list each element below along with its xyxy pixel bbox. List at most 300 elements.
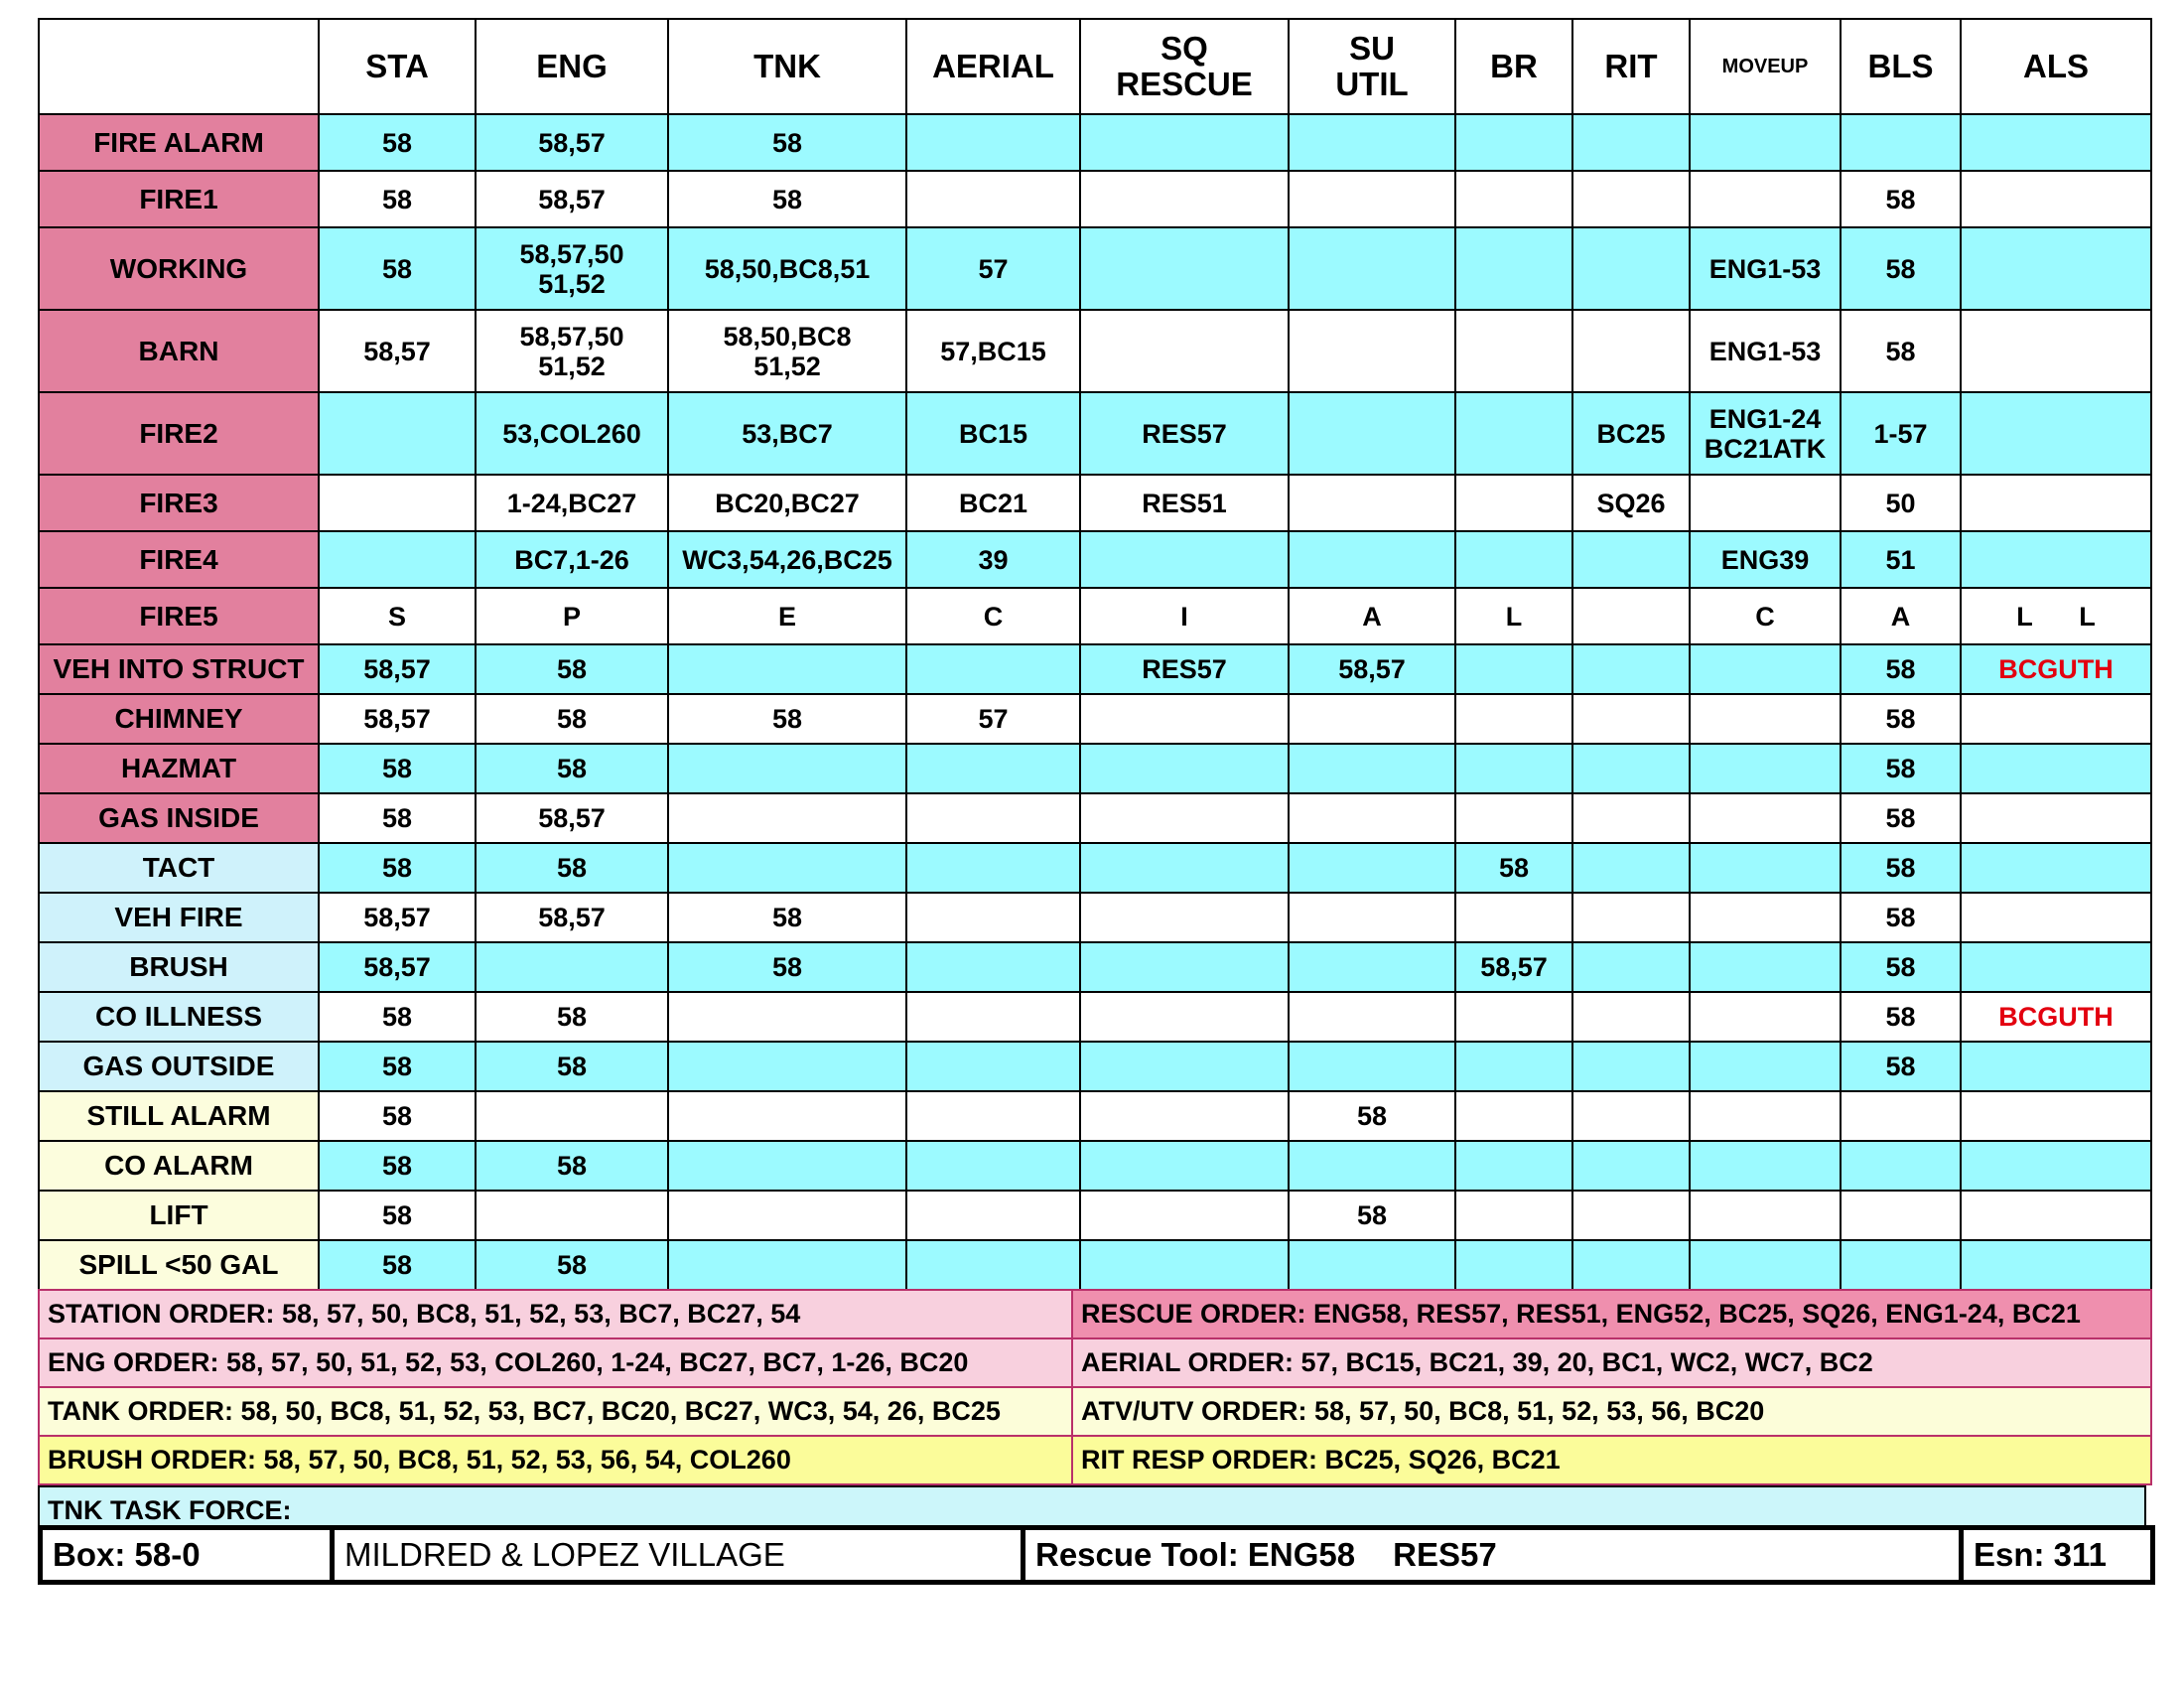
table-cell — [1289, 1141, 1455, 1191]
table-row — [39, 114, 2151, 171]
table-cell: 58 — [319, 1141, 476, 1191]
table-cell — [1690, 1240, 1841, 1290]
table-cell: SQ26 — [1572, 475, 1690, 531]
column-header: RIT — [1572, 19, 1690, 114]
table-cell — [1289, 1240, 1455, 1290]
table-cell: 58 — [1289, 1191, 1455, 1240]
table-cell — [1455, 1191, 1572, 1240]
table-cell — [1572, 171, 1690, 227]
table-cell — [906, 744, 1080, 793]
order-row — [39, 1387, 2151, 1436]
row-label: VEH INTO STRUCT — [39, 644, 319, 694]
table-cell: 58,57,50 51,52 — [476, 227, 668, 310]
location-name: MILDRED & LOPEZ VILLAGE — [333, 1528, 1024, 1583]
table-cell — [1080, 171, 1289, 227]
table-cell: 58 — [319, 1240, 476, 1290]
table-cell — [906, 171, 1080, 227]
als-letter: L — [2079, 601, 2096, 632]
table-cell — [1961, 1191, 2151, 1240]
table-cell — [668, 793, 906, 843]
table-cell: A — [1841, 588, 1961, 644]
table-cell: L — [1455, 588, 1572, 644]
table-cell — [1690, 1141, 1841, 1191]
table-cell — [1961, 1042, 2151, 1091]
table-cell — [906, 843, 1080, 893]
table-cell — [1289, 694, 1455, 744]
table-cell: 58,50,BC8 51,52 — [668, 310, 906, 392]
table-cell — [1961, 942, 2151, 992]
table-cell: 58 — [476, 1141, 668, 1191]
row-label: FIRE3 — [39, 475, 319, 531]
table-cell: BCGUTH — [1961, 644, 2151, 694]
table-cell — [1080, 694, 1289, 744]
table-cell — [1455, 475, 1572, 531]
table-cell: 58 — [1841, 992, 1961, 1042]
table-cell — [1961, 475, 2151, 531]
table-cell — [1690, 942, 1841, 992]
table-cell — [1572, 1042, 1690, 1091]
table-row — [39, 694, 2151, 744]
als-letter: L — [2016, 601, 2033, 632]
table-cell — [1289, 114, 1455, 171]
table-cell: 58,57 — [319, 694, 476, 744]
row-label: FIRE1 — [39, 171, 319, 227]
table-cell: A — [1289, 588, 1455, 644]
table-cell: 58 — [668, 942, 906, 992]
table-cell — [668, 1141, 906, 1191]
table-cell — [906, 942, 1080, 992]
table-cell: 58 — [1841, 893, 1961, 942]
table-cell — [668, 744, 906, 793]
table-cell — [1455, 1042, 1572, 1091]
table-cell — [476, 942, 668, 992]
rescue-tool — [1024, 1528, 1962, 1583]
table-cell — [1690, 171, 1841, 227]
table-cell: 58 — [668, 171, 906, 227]
table-cell: ENG1-24 BC21ATK — [1690, 392, 1841, 475]
column-header: AERIAL — [906, 19, 1080, 114]
table-cell: S — [319, 588, 476, 644]
table-cell — [1961, 227, 2151, 310]
table-row — [39, 1042, 2151, 1091]
row-label: FIRE4 — [39, 531, 319, 588]
table-cell — [319, 475, 476, 531]
table-cell — [1289, 843, 1455, 893]
table-cell — [1572, 644, 1690, 694]
table-cell — [906, 114, 1080, 171]
box-number: Box: 58-0 — [41, 1528, 333, 1583]
table-cell: 58 — [319, 843, 476, 893]
row-label: GAS OUTSIDE — [39, 1042, 319, 1091]
table-cell: 58 — [476, 1042, 668, 1091]
order-row — [39, 1290, 2151, 1338]
table-cell — [668, 1091, 906, 1141]
column-header: ALS — [1961, 19, 2151, 114]
table-cell: 58,57 — [319, 310, 476, 392]
order-right: RIT RESP ORDER: BC25, SQ26, BC21 — [1072, 1436, 2151, 1484]
table-cell — [1572, 310, 1690, 392]
table-cell — [1455, 171, 1572, 227]
table-row — [39, 588, 2151, 644]
table-cell — [319, 392, 476, 475]
table-cell — [1289, 744, 1455, 793]
table-cell — [1690, 992, 1841, 1042]
table-row — [39, 475, 2151, 531]
order-left: STATION ORDER: 58, 57, 50, BC8, 51, 52, 53, BC7, BC27, 54 — [39, 1290, 1072, 1338]
table-cell — [906, 1091, 1080, 1141]
table-cell — [1455, 1091, 1572, 1141]
table-cell — [668, 1191, 906, 1240]
rescue-tool-second: RES57 — [1393, 1536, 1497, 1573]
row-label: FIRE5 — [39, 588, 319, 644]
table-cell — [1080, 992, 1289, 1042]
table-row — [39, 171, 2151, 227]
esn-number: Esn: 311 — [1962, 1528, 2153, 1583]
table-row — [39, 744, 2151, 793]
table-cell — [1080, 744, 1289, 793]
table-cell — [1961, 310, 2151, 392]
table-cell — [1080, 942, 1289, 992]
table-cell — [1690, 694, 1841, 744]
column-header: BR — [1455, 19, 1572, 114]
row-label: VEH FIRE — [39, 893, 319, 942]
table-cell: 58 — [476, 843, 668, 893]
table-cell: BC7,1-26 — [476, 531, 668, 588]
table-cell — [1080, 793, 1289, 843]
table-cell — [476, 1191, 668, 1240]
table-row — [39, 1141, 2151, 1191]
table-cell: 58 — [476, 694, 668, 744]
order-left: TANK ORDER: 58, 50, BC8, 51, 52, 53, BC7, BC20, BC27, WC3, 54, 26, BC25 — [39, 1387, 1072, 1436]
table-cell — [668, 644, 906, 694]
table-cell — [1289, 992, 1455, 1042]
table-cell — [1455, 1141, 1572, 1191]
table-cell — [1572, 893, 1690, 942]
table-row — [39, 1191, 2151, 1240]
table-cell: 58,57 — [319, 644, 476, 694]
table-cell: 57 — [906, 227, 1080, 310]
table-cell: 58 — [319, 1191, 476, 1240]
table-cell: 58 — [668, 114, 906, 171]
footer-bar — [38, 1525, 2155, 1585]
table-cell: 58 — [319, 992, 476, 1042]
table-cell — [1572, 1141, 1690, 1191]
table-cell — [1455, 227, 1572, 310]
table-cell — [668, 1042, 906, 1091]
table-row — [39, 893, 2151, 942]
row-label: FIRE2 — [39, 392, 319, 475]
table-cell — [668, 1240, 906, 1290]
table-cell — [1690, 1191, 1841, 1240]
table-row — [39, 531, 2151, 588]
table-cell — [1572, 843, 1690, 893]
table-cell — [1080, 1240, 1289, 1290]
table-cell — [1080, 1091, 1289, 1141]
table-cell: 1-24,BC27 — [476, 475, 668, 531]
table-cell — [906, 1141, 1080, 1191]
header-row — [39, 19, 2151, 114]
table-cell — [1455, 793, 1572, 843]
table-cell: 58 — [668, 893, 906, 942]
table-cell: 51 — [1841, 531, 1961, 588]
table-cell — [1455, 744, 1572, 793]
table-cell — [1289, 531, 1455, 588]
order-lists — [38, 1289, 2152, 1485]
table-cell — [906, 644, 1080, 694]
table-cell: 58,57 — [476, 171, 668, 227]
table-cell: C — [906, 588, 1080, 644]
table-cell — [1289, 1042, 1455, 1091]
table-cell — [1455, 992, 1572, 1042]
table-cell: 58 — [1455, 843, 1572, 893]
table-cell — [1455, 694, 1572, 744]
table-cell: 58 — [319, 1042, 476, 1091]
table-cell — [1961, 744, 2151, 793]
row-label: WORKING — [39, 227, 319, 310]
table-cell — [1572, 694, 1690, 744]
table-cell: 58 — [1841, 171, 1961, 227]
table-cell — [1961, 843, 2151, 893]
table-row — [39, 843, 2151, 893]
table-cell: 58 — [1841, 1042, 1961, 1091]
table-cell — [1961, 893, 2151, 942]
table-cell: E — [668, 588, 906, 644]
table-row — [39, 310, 2151, 392]
table-cell — [1841, 1191, 1961, 1240]
table-cell: 58,57 — [1289, 644, 1455, 694]
table-cell: 58,57 — [476, 793, 668, 843]
grid-body — [39, 114, 2151, 1290]
table-cell — [1455, 644, 1572, 694]
table-cell — [476, 1091, 668, 1141]
row-label: STILL ALARM — [39, 1091, 319, 1141]
table-cell: 58 — [1841, 644, 1961, 694]
table-cell — [1455, 114, 1572, 171]
row-label: FIRE ALARM — [39, 114, 319, 171]
table-cell — [1572, 1240, 1690, 1290]
row-label: HAZMAT — [39, 744, 319, 793]
row-label: CO ALARM — [39, 1141, 319, 1191]
order-left: BRUSH ORDER: 58, 57, 50, BC8, 51, 52, 53, 56, 54, COL260 — [39, 1436, 1072, 1484]
table-cell — [1961, 392, 2151, 475]
table-cell: 50 — [1841, 475, 1961, 531]
table-cell — [1080, 843, 1289, 893]
table-cell — [1961, 1091, 2151, 1141]
table-cell — [1289, 475, 1455, 531]
table-cell: 57 — [906, 694, 1080, 744]
table-row — [39, 992, 2151, 1042]
table-cell — [1961, 1141, 2151, 1191]
table-cell — [906, 992, 1080, 1042]
table-cell: 58 — [1841, 227, 1961, 310]
table-cell — [1289, 893, 1455, 942]
table-cell: BC25 — [1572, 392, 1690, 475]
table-cell — [906, 793, 1080, 843]
table-cell: 58 — [319, 744, 476, 793]
table-cell — [1690, 793, 1841, 843]
row-label: TACT — [39, 843, 319, 893]
table-cell — [1841, 1141, 1961, 1191]
row-label: SPILL <50 GAL — [39, 1240, 319, 1290]
table-cell: 58 — [476, 1240, 668, 1290]
table-cell: 57,BC15 — [906, 310, 1080, 392]
table-cell: 39 — [906, 531, 1080, 588]
table-cell — [1961, 588, 2151, 644]
table-cell — [1080, 310, 1289, 392]
table-cell — [1961, 114, 2151, 171]
table-cell — [1572, 227, 1690, 310]
column-header: SU UTIL — [1289, 19, 1455, 114]
table-cell: 58 — [319, 227, 476, 310]
table-cell — [906, 1042, 1080, 1091]
table-cell: P — [476, 588, 668, 644]
table-cell — [1572, 744, 1690, 793]
table-cell — [1961, 171, 2151, 227]
table-cell — [1572, 588, 1690, 644]
table-cell — [906, 1191, 1080, 1240]
table-cell — [1961, 793, 2151, 843]
table-cell: 53,COL260 — [476, 392, 668, 475]
table-cell — [1572, 942, 1690, 992]
table-cell: RES57 — [1080, 644, 1289, 694]
order-row — [39, 1436, 2151, 1484]
table-cell — [1080, 893, 1289, 942]
order-row — [39, 1338, 2151, 1387]
table-cell: 58 — [1289, 1091, 1455, 1141]
table-cell — [1690, 843, 1841, 893]
table-cell: 58 — [1841, 310, 1961, 392]
table-cell: 53,BC7 — [668, 392, 906, 475]
table-cell: ENG1-53 — [1690, 227, 1841, 310]
table-cell: BC21 — [906, 475, 1080, 531]
table-cell: 58 — [476, 644, 668, 694]
table-cell: 58,57 — [1455, 942, 1572, 992]
table-cell — [1080, 114, 1289, 171]
table-cell: 58 — [319, 114, 476, 171]
order-left: ENG ORDER: 58, 57, 50, 51, 52, 53, COL260, 1-24, BC27, BC7, 1-26, BC20 — [39, 1338, 1072, 1387]
table-cell: WC3,54,26,BC25 — [668, 531, 906, 588]
table-cell: RES57 — [1080, 392, 1289, 475]
table-row — [39, 942, 2151, 992]
table-cell — [1455, 531, 1572, 588]
table-row — [39, 793, 2151, 843]
table-cell: 58 — [1841, 744, 1961, 793]
table-cell — [1961, 694, 2151, 744]
table-cell — [1455, 310, 1572, 392]
header-corner — [39, 19, 319, 114]
table-cell — [1289, 942, 1455, 992]
column-header: SQ RESCUE — [1080, 19, 1289, 114]
table-cell — [1455, 893, 1572, 942]
table-cell — [1080, 1141, 1289, 1191]
table-cell — [1289, 392, 1455, 475]
order-right: RESCUE ORDER: ENG58, RES57, RES51, ENG52, BC25, SQ26, ENG1-24, BC21 — [1072, 1290, 2151, 1338]
column-header: TNK — [668, 19, 906, 114]
table-cell: 58,50,BC8,51 — [668, 227, 906, 310]
table-cell — [1572, 1091, 1690, 1141]
table-cell — [1961, 1240, 2151, 1290]
table-cell: 58 — [319, 171, 476, 227]
table-cell: BC15 — [906, 392, 1080, 475]
table-cell — [1690, 1091, 1841, 1141]
row-label: CO ILLNESS — [39, 992, 319, 1042]
table-cell: C — [1690, 588, 1841, 644]
table-cell — [1572, 793, 1690, 843]
order-right: AERIAL ORDER: 57, BC15, BC21, 39, 20, BC1, WC2, WC7, BC2 — [1072, 1338, 2151, 1387]
task-force-label: TNK TASK FORCE: — [38, 1485, 2146, 1525]
table-cell — [1841, 1091, 1961, 1141]
table-cell — [1961, 531, 2151, 588]
table-cell — [1289, 171, 1455, 227]
table-cell: BCGUTH — [1961, 992, 2151, 1042]
table-row — [39, 392, 2151, 475]
table-cell: 58 — [1841, 793, 1961, 843]
rescue-tool-label: Rescue Tool: ENG58 — [1035, 1536, 1356, 1573]
row-label: LIFT — [39, 1191, 319, 1240]
table-row — [39, 1240, 2151, 1290]
table-cell: 1-57 — [1841, 392, 1961, 475]
column-header: ENG — [476, 19, 668, 114]
table-cell — [1080, 227, 1289, 310]
table-cell — [319, 531, 476, 588]
table-cell — [1841, 1240, 1961, 1290]
table-cell: ENG39 — [1690, 531, 1841, 588]
table-cell — [668, 992, 906, 1042]
table-cell: 58 — [476, 992, 668, 1042]
table-cell: 58,57 — [476, 893, 668, 942]
column-header: MOVEUP — [1690, 19, 1841, 114]
table-cell — [1080, 1191, 1289, 1240]
table-row — [39, 1091, 2151, 1141]
row-label: CHIMNEY — [39, 694, 319, 744]
table-cell — [1080, 531, 1289, 588]
table-cell — [1289, 310, 1455, 392]
response-grid — [38, 18, 2152, 1291]
table-cell — [1572, 992, 1690, 1042]
table-cell — [1572, 1191, 1690, 1240]
table-cell — [1690, 1042, 1841, 1091]
table-cell: 58 — [319, 793, 476, 843]
table-cell: 58,57 — [476, 114, 668, 171]
table-cell: 58,57 — [319, 893, 476, 942]
column-header: STA — [319, 19, 476, 114]
table-cell: 58 — [319, 1091, 476, 1141]
table-cell — [1455, 392, 1572, 475]
table-cell — [1289, 793, 1455, 843]
order-right: ATV/UTV ORDER: 58, 57, 50, BC8, 51, 52, 53, 56, BC20 — [1072, 1387, 2151, 1436]
table-row — [39, 227, 2151, 310]
table-cell — [1690, 114, 1841, 171]
table-cell: 58 — [1841, 694, 1961, 744]
table-cell: 58,57 — [319, 942, 476, 992]
column-header: BLS — [1841, 19, 1961, 114]
table-cell: 58 — [1841, 843, 1961, 893]
table-cell — [668, 843, 906, 893]
table-cell — [1690, 475, 1841, 531]
table-cell — [1080, 1042, 1289, 1091]
table-cell: 58 — [1841, 942, 1961, 992]
table-cell — [1455, 1240, 1572, 1290]
table-cell — [906, 893, 1080, 942]
table-cell — [1572, 114, 1690, 171]
table-cell — [1841, 114, 1961, 171]
table-cell — [1690, 744, 1841, 793]
table-cell — [1289, 227, 1455, 310]
table-cell: I — [1080, 588, 1289, 644]
table-cell: 58,57,50 51,52 — [476, 310, 668, 392]
table-cell — [1572, 531, 1690, 588]
table-cell: ENG1-53 — [1690, 310, 1841, 392]
